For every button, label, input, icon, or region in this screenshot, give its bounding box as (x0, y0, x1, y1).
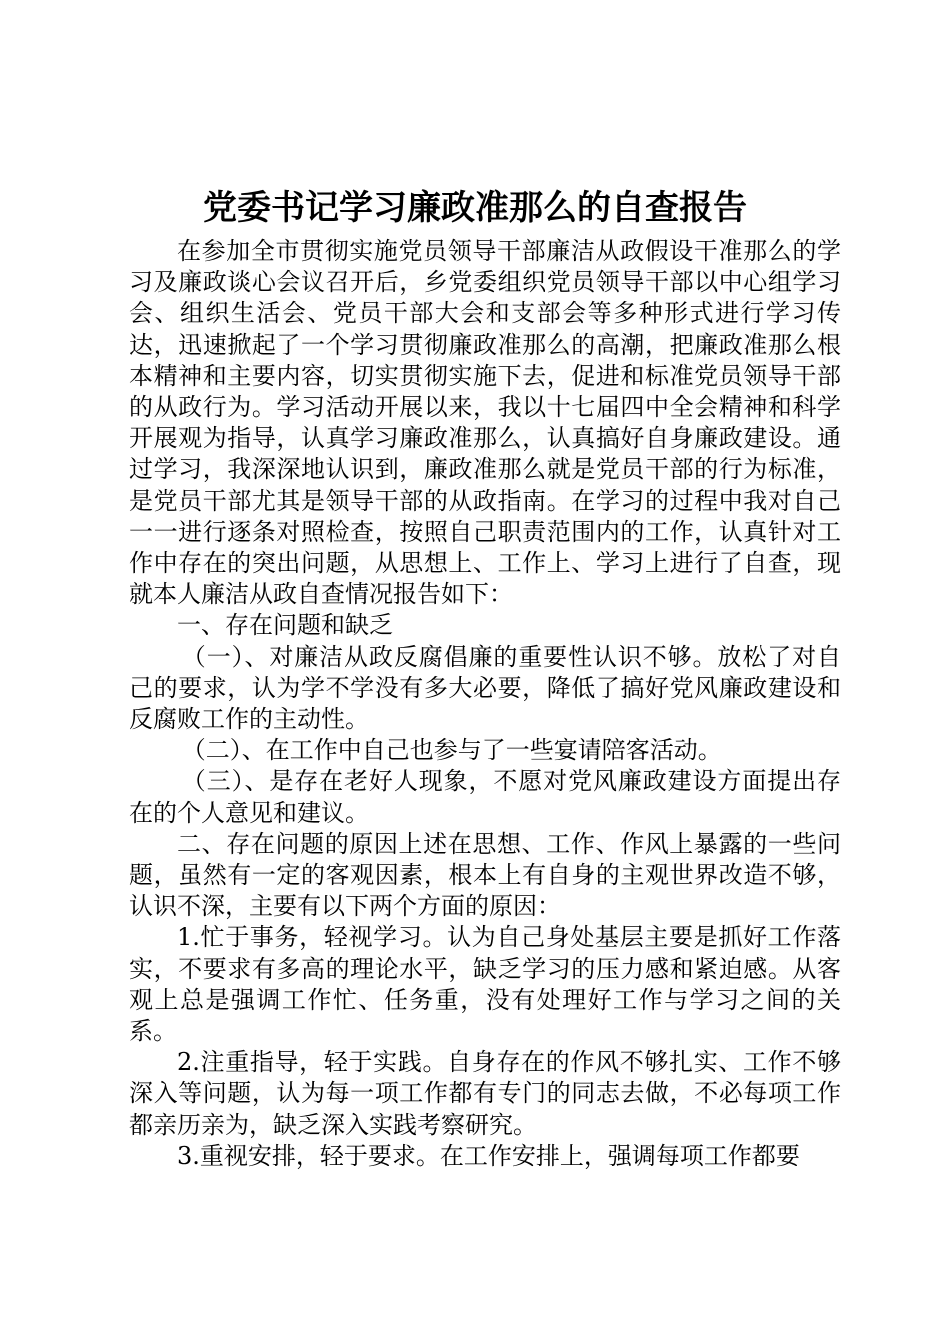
paragraph-intro: 在参加全市贯彻实施党员领导干部廉洁从政假设干准那么的学习及廉政谈心会议召开后，乡党委组织党员领导干部以中心组学习会、组织生活会、党员干部大会和支部会等多种形式进行学习传达，迅速掀起了一个学习贯彻廉政准那么的高潮，把廉政准那么根本精神和主要内容，切实贯彻实施下去，促进和标准党员领导干部的从政行为。学习活动开展以来，我以十七届四中全会精神和科学开展观为指导，认真学习廉政准那么，认真搞好自身廉政建设。通过学习，我深深地认识到，廉政准那么就是党员干部的行为标准，是党员干部尤其是领导干部的从政指南。在学习的过程中我对自己一一进行逐条对照检查，按照自己职责范围内的工作，认真针对工作中存在的突出问题，从思想上、工作上、学习上进行了自查，现就本人廉洁从政自查情况报告如下： (129, 237, 841, 609)
problem-item-2: （二）、在工作中自己也参与了一些宴请陪客活动。 (181, 736, 722, 765)
problem-item-3: （三）、是存在老好人现象，不愿对党风廉政建设方面提出存在的个人意见和建议。 (129, 767, 841, 827)
heading-problems: 一、存在问题和缺乏 (177, 611, 393, 640)
cause-item-2: 2.注重指导，轻于实践。自身存在的作风不够扎实、工作不够深入等问题，认为每一项工作都有专门的同志去做，不必每项工作都亲历亲为，缺乏深入实践考察研究。 (129, 1048, 841, 1139)
cause-item-3: 3.重视安排，轻于要求。在工作安排上，强调每项工作都要 (177, 1141, 800, 1170)
problem-item-1: （一）、对廉洁从政反腐倡廉的重要性认识不够。放松了对自己的要求，认为学不学没有多大必要，降低了搞好党风廉政建设和反腐败工作的主动性。 (129, 642, 841, 734)
document-body (129, 236, 841, 1172)
document-title: 党委书记学习廉政准那么的自查报告 (203, 188, 747, 228)
cause-item-1: 1.忙于事务，轻视学习。认为自己身处基层主要是抓好工作落实，不要求有多高的理论水平，缺乏学习的压力感和紧迫感。从客观上总是强调工作忙、任务重，没有处理好工作与学习之间的关系。 (129, 923, 841, 1046)
heading-causes: 二、存在问题的原因上述在思想、工作、作风上暴露的一些问题，虽然有一定的客观因素，根本上有自身的主观世界改造不够，认识不深，主要有以下两个方面的原因： (129, 829, 841, 921)
